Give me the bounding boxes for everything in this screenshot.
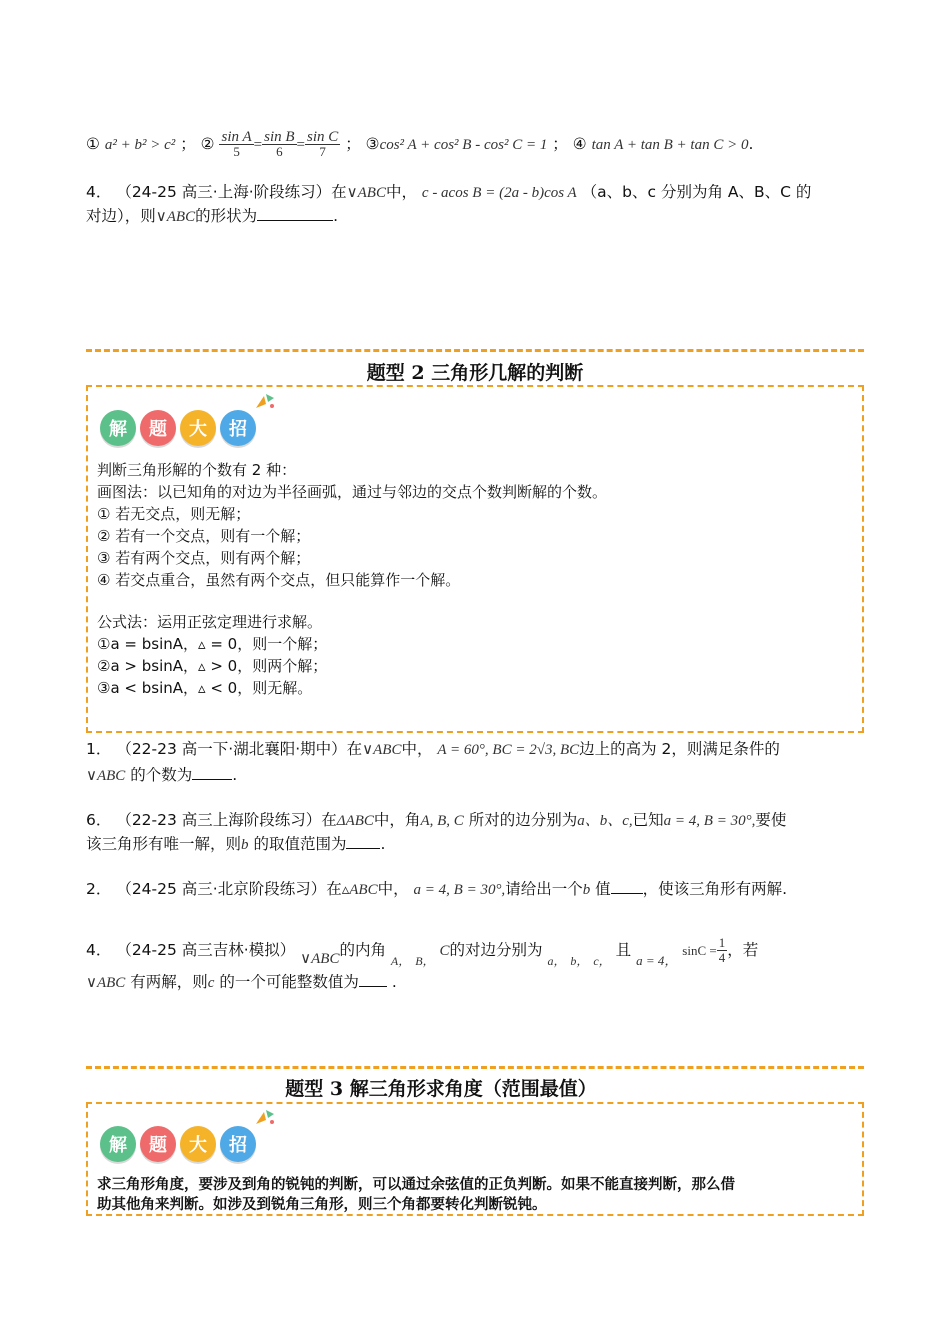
side-b: b，	[570, 954, 589, 968]
circle-3: ③	[365, 135, 380, 153]
question-1-line2	[86, 764, 237, 787]
text: 的取值范围为	[253, 835, 347, 853]
text: （a、b、c 分别为角 A、B、C 的	[581, 183, 812, 201]
circle-1: ①	[86, 135, 100, 153]
tip-line: 求三角形角度，要涉及到角的锐钝的判断，可以通过余弦值的正负判断。如果不能直接判断，那么借	[97, 1177, 735, 1193]
text: 值	[595, 880, 611, 898]
triangle-symbol: ∨ABC	[155, 209, 196, 225]
answer-blank[interactable]	[346, 834, 380, 849]
period: .	[748, 135, 754, 153]
tip-line: 助其他角来判断。如涉及到锐角三角形，则三个角都要转化判断锐钝。	[97, 1197, 547, 1213]
side-a: a，	[547, 954, 566, 968]
sep: ；	[552, 135, 568, 153]
tip-line: ②a > bsinA，▵ > 0，则两个解；	[97, 657, 328, 675]
question-source: （24-25 高三·北京阶段练习）在	[116, 880, 342, 898]
cond-4: tan A + tan B + tan C > 0	[591, 137, 749, 153]
sep: ；	[345, 135, 361, 153]
tip-line: 判断三角形解的个数有 2 种：	[97, 461, 297, 479]
section-divider	[86, 349, 864, 352]
text: ，若	[727, 941, 759, 959]
badge-jie: 解	[100, 1126, 136, 1162]
badge-zhao: 招	[220, 410, 256, 446]
text: 的内角	[339, 941, 386, 959]
badge-da: 大	[180, 1126, 216, 1162]
period: .	[391, 973, 397, 991]
question-4a-line2	[86, 205, 338, 228]
text: 有两解，则	[130, 973, 208, 991]
answer-blank[interactable]	[257, 206, 333, 221]
triangle-symbol: ∨ABC	[86, 975, 126, 991]
text: 的个数为	[130, 766, 193, 784]
question-number: 4．	[86, 183, 112, 201]
variable-b: b	[241, 837, 249, 853]
period: .	[380, 835, 386, 853]
text: 要使	[755, 811, 787, 829]
section-title: 题型 2 三角形几解的判断	[366, 362, 584, 384]
badge-jie: 解	[100, 410, 136, 446]
circle-2: ②	[200, 135, 215, 153]
variable-c: c	[207, 975, 215, 991]
question-1-line1	[86, 738, 780, 761]
period: .	[232, 766, 238, 784]
answer-blank[interactable]	[192, 765, 232, 780]
question-4a-line1	[86, 181, 811, 204]
frac-sinB: $\frac{\text{sin B}}{6}$	[264, 129, 295, 159]
frac-one-quarter: $\frac{1}{4}$	[718, 935, 726, 965]
question-6-line2	[86, 833, 385, 856]
confetti-icon	[254, 392, 276, 410]
question-source: （22-23 高三上海阶段练习）在	[116, 811, 337, 829]
tip-badges	[100, 410, 256, 446]
text: 已知	[632, 811, 664, 829]
section-divider	[86, 1066, 864, 1069]
text: 中，	[401, 740, 433, 758]
angle-C: C	[439, 943, 450, 959]
variable-b: b	[582, 882, 591, 898]
question-6-line1	[86, 809, 786, 832]
tip-line: ② 若有一个交点，则有一个解；	[97, 527, 311, 545]
tip-line: ③ 若有两个交点，则有两个解；	[97, 549, 311, 567]
text: 且	[615, 941, 632, 959]
question-source: （24-25 高三·上海·阶段练习）在	[116, 183, 347, 201]
period: .	[333, 207, 339, 225]
triangle-symbol: ∨ABC	[86, 768, 126, 784]
confetti-icon	[254, 1108, 276, 1126]
question-source: （24-25 高三吉林·模拟）	[116, 941, 296, 959]
badge-da: 大	[180, 410, 216, 446]
condition-list: ① a² + b² > c² ； ② $\frac{\text{sin A}}{5}$ = $\frac{\text{sin B}}{6}$ = $\frac{\text{sin C}}{7}$ ； ③cos² A + cos² B - cos² C = 1 ； ④ tan A + tan B + tan C > 0.	[86, 129, 754, 159]
sin-expression: sinC =	[682, 943, 717, 958]
question-number: 6．	[86, 811, 112, 829]
triangle-symbol: ∨ABC	[362, 742, 402, 758]
equation: a = 4, B = 30°,	[663, 813, 756, 829]
circle-4: ④	[572, 135, 587, 153]
side-c: c，	[593, 954, 611, 968]
angle-B: B，	[415, 954, 435, 968]
equation: a = 4，	[636, 953, 678, 968]
triangle-symbol: ▵ABC	[341, 882, 378, 898]
text: 对边），则	[86, 207, 156, 225]
text: 的一个可能整数值为	[219, 973, 359, 991]
text: 的形状为	[195, 207, 258, 225]
badge-zhao: 招	[220, 1126, 256, 1162]
answer-blank[interactable]	[359, 972, 387, 987]
cond-3: cos² A + cos² B - cos² C = 1	[379, 137, 548, 153]
tip-line: ③a < bsinA，▵ < 0，则无解。	[97, 679, 313, 697]
equation: A = 60°, BC = 2√3, BC	[437, 742, 580, 758]
question-4b-line1	[86, 935, 759, 968]
tip-line: ④ 若交点重合，虽然有两个交点，但只能算作一个解。	[97, 571, 461, 589]
text: 的对边分别为	[449, 941, 543, 959]
text: 中，角	[373, 811, 421, 829]
question-2	[86, 878, 787, 901]
text: 请给出一个	[505, 880, 583, 898]
question-4b-line2	[86, 971, 397, 994]
triangle-symbol: ∨ABC	[300, 951, 340, 967]
tip-badges	[100, 1126, 256, 1162]
tip-line: 公式法：运用正弦定理进行求解。	[97, 613, 323, 631]
equation: c - acos B = (2a - b)cos A	[421, 185, 577, 201]
question-number: 2．	[86, 880, 112, 898]
text: 该三角形有唯一解，则	[86, 835, 242, 853]
question-number: 1．	[86, 740, 112, 758]
sides: a、b、c,	[577, 813, 633, 829]
triangle-symbol: ∨ABC	[346, 185, 386, 201]
frac-sinC: $\frac{\text{sin C}}{7}$	[307, 129, 339, 159]
answer-blank[interactable]	[611, 879, 643, 894]
text: 边上的高为 2，则满足条件的	[579, 740, 780, 758]
text: 中，	[377, 880, 409, 898]
section-title: 题型 3 解三角形求角度（范围最值）	[285, 1078, 597, 1100]
question-number: 4．	[86, 941, 112, 959]
text: 所对的边分别为	[468, 811, 578, 829]
badge-ti: 题	[140, 1126, 176, 1162]
frac-sinA: $\frac{\text{sin A}}{5}$	[221, 129, 252, 159]
sep: ；	[180, 135, 196, 153]
triangle-symbol: ΔABC	[336, 813, 374, 829]
angles: A, B, C	[420, 813, 464, 829]
cond-1: a² + b² > c²	[104, 137, 176, 153]
badge-ti: 题	[140, 410, 176, 446]
text: 中，	[385, 183, 417, 201]
tip-line: ①a = bsinA，▵ = 0，则一个解；	[97, 635, 328, 653]
text: ，使该三角形有两解.	[642, 880, 788, 898]
tip-line: 画图法：以已知角的对边为半径画弧，通过与邻边的交点个数判断解的个数。	[97, 483, 608, 501]
angle-A: A，	[390, 954, 411, 968]
tip-line: ① 若无交点，则无解；	[97, 505, 251, 523]
question-source: （22-23 高一下·湖北襄阳·期中）在	[116, 740, 363, 758]
equation: a = 4, B = 30°,	[413, 882, 506, 898]
